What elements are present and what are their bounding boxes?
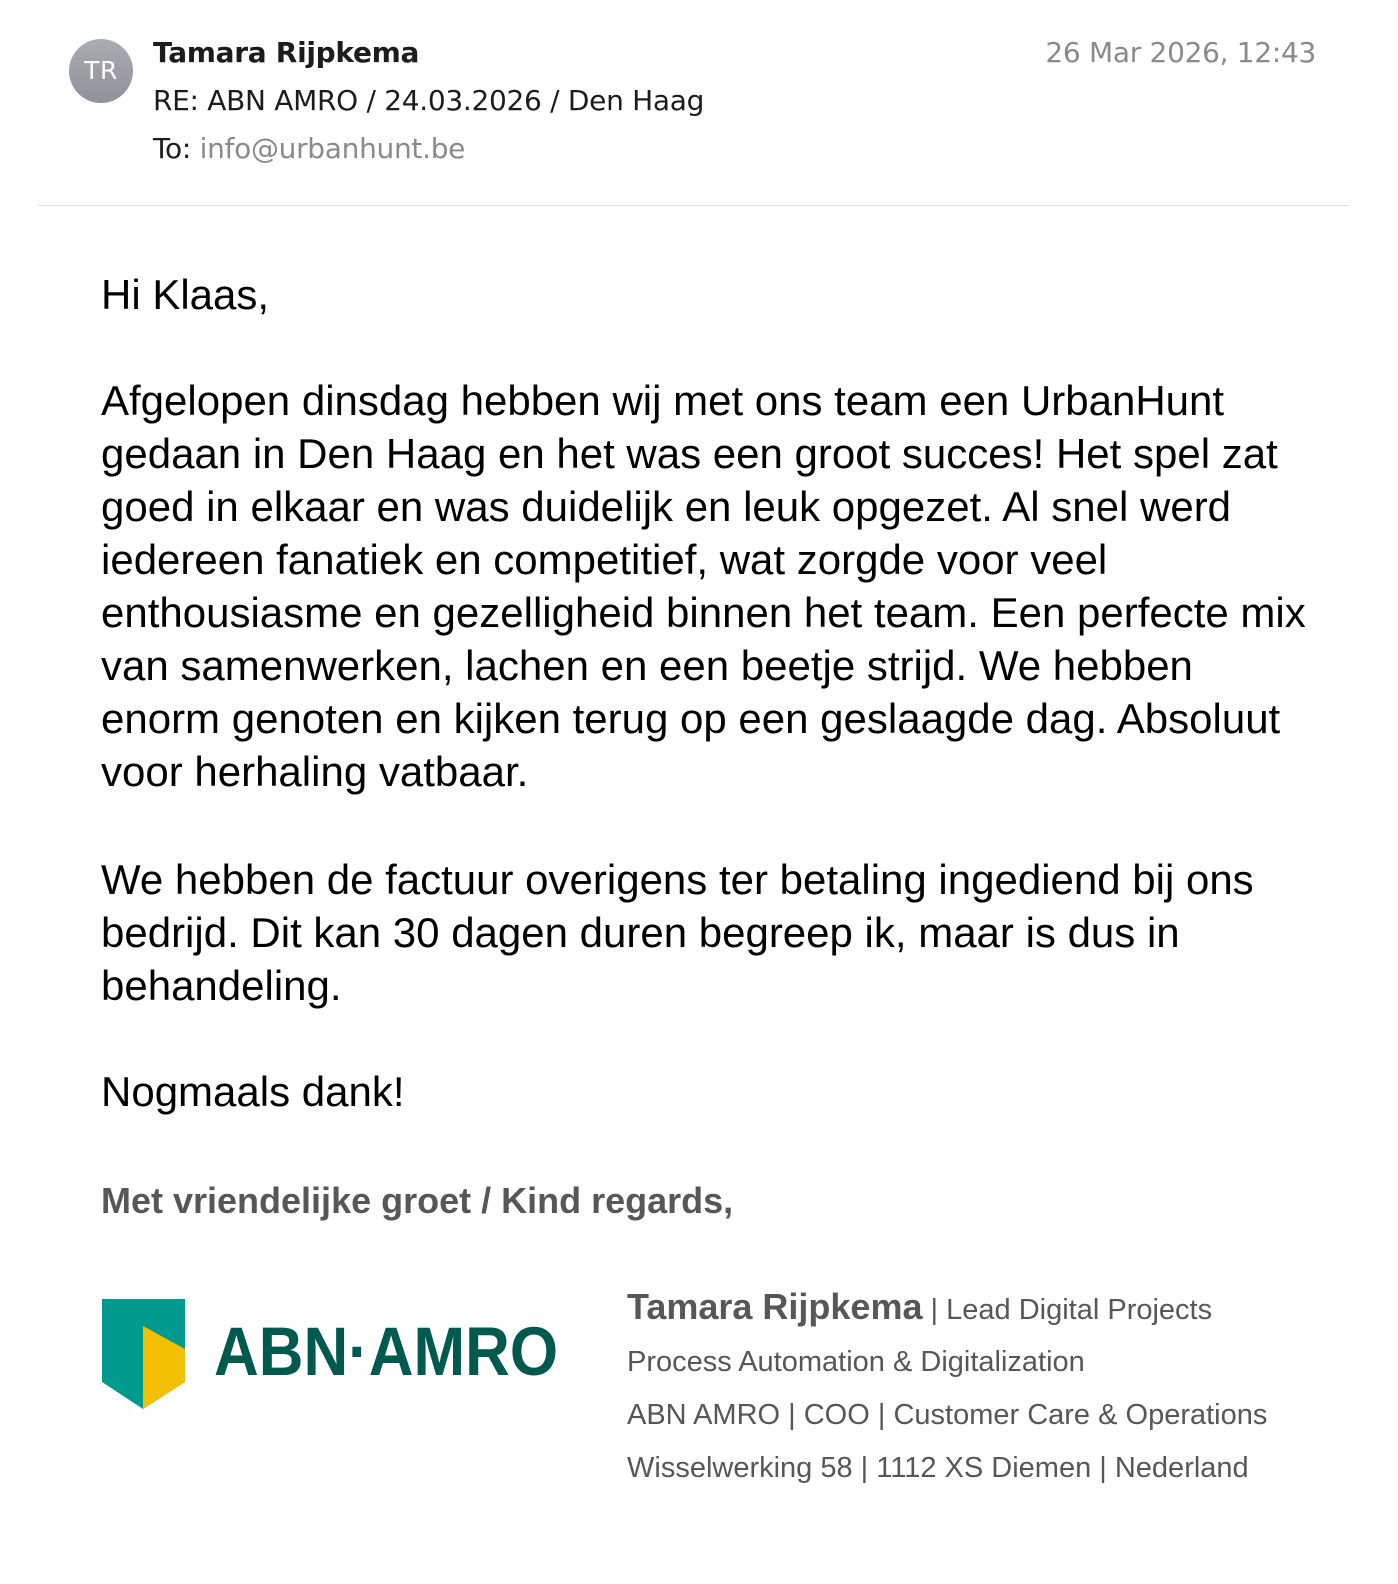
signature-name: Tamara Rijpkema	[627, 1286, 923, 1327]
header-divider	[38, 205, 1349, 206]
signature-address: Wisselwerking 58 | 1112 XS Diemen | Nederland	[627, 1452, 1249, 1484]
email-greeting: Hi Klaas,	[101, 271, 270, 318]
email-thanks: Nogmaals dank!	[101, 1068, 405, 1115]
signature-name-line	[627, 1286, 1212, 1328]
logo-wordmark: ABN·AMRO	[214, 1313, 558, 1390]
recipient-address[interactable]: info@urbanhunt.be	[199, 132, 466, 165]
sender-avatar[interactable]: TR	[69, 39, 133, 103]
email-paragraph-2: We hebben de factuur overigens ter betaling ingediend bij ons bedrijd. Dit kan 30 dagen duren begreep ik, maar is dus in behandeling.	[101, 856, 1254, 1009]
to-label: To:	[153, 132, 192, 165]
email-header	[0, 0, 1398, 210]
email-paragraph-1: Afgelopen dinsdag hebben wij met ons team een UrbanHunt gedaan in Den Haag en het was een groot succes! Het spel zat goed in elkaar en was duidelijk en leuk opgezet. Al snel werd iedereen fanatiek en competitief, wat zorgde voor veel enthousiasme en gezelligheid binnen het team. Een perfecte mix van samenwerken, lachen en een beetje strijd. We hebben enorm genoten en kijken terug op een geslaagde dag. Absoluut voor herhaling vatbaar.	[101, 377, 1306, 795]
shield-icon	[102, 1299, 185, 1409]
email-date: 26 Mar 2026, 12:43	[1045, 36, 1316, 69]
recipient-line	[153, 132, 465, 165]
signature-title: | Lead Digital Projects	[922, 1294, 1213, 1326]
abn-amro-logo	[100, 1296, 560, 1412]
sender-name[interactable]: Tamara Rijpkema	[153, 36, 420, 69]
signature-organization: ABN AMRO | COO | Customer Care & Operations	[627, 1399, 1268, 1431]
signature-closing: Met vriendelijke groet / Kind regards,	[101, 1180, 734, 1221]
signature-department: Process Automation & Digitalization	[627, 1346, 1085, 1378]
email-subject: RE: ABN AMRO / 24.03.2026 / Den Haag	[153, 84, 705, 117]
